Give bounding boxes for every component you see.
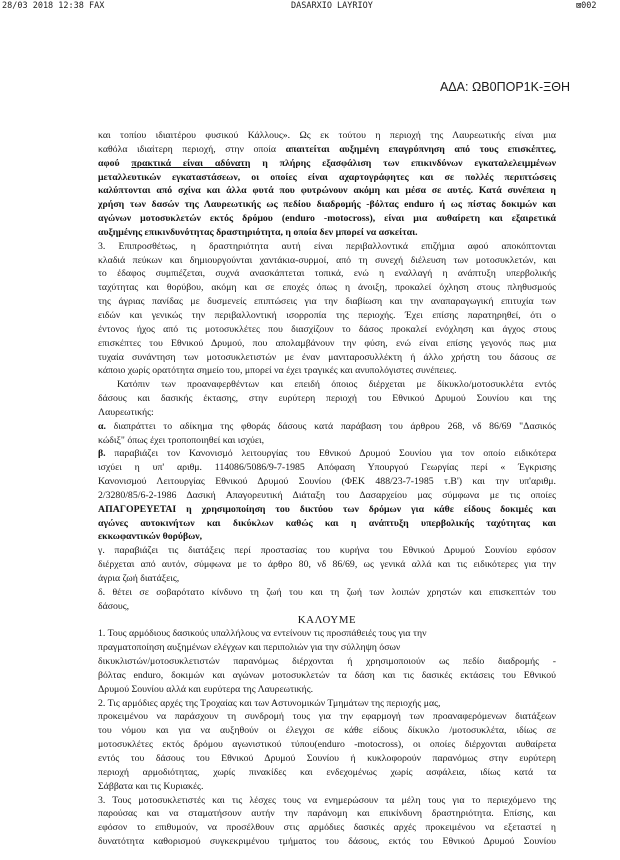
text-run: τυχαία συνάντηση των μοτοσυκλετιστών με έναν μανιταροσυλλέκτη ή άλλο χρήστη του δάσους σε bbox=[98, 351, 556, 363]
paragraph bbox=[98, 378, 556, 420]
text-run: το έδαφος συμπιέζεται, συχνά ανασκάπτεται τοπικά, ενώ η εναλλαγή η ανάπτυξη υπερβολικής bbox=[98, 268, 556, 280]
text-run: πραγματοποίηση αυξημένων ελέγχων και περιπολιών για την σύλληψη όσων bbox=[98, 642, 401, 654]
text-line bbox=[98, 461, 556, 475]
text-line bbox=[98, 503, 556, 517]
bold-text-run: πρακτικά είναι αδύνατη bbox=[131, 157, 251, 169]
text-run: έντονος ήχος από τις μοτοσυκλέτες που διασχίζουν το δάσος προκαλεί ενόχληση και άγχος στους bbox=[98, 323, 556, 335]
fax-page-number: ⊠002 bbox=[576, 1, 597, 11]
text-run: Σάββατα και τις Κυριακές. bbox=[98, 780, 204, 792]
text-run: δυνατότητα καθορισμού συγκεκριμένου τμήματος του δάσους, εκτός του Εθνικού Δρυμού Σουνίου bbox=[98, 836, 556, 848]
text-line bbox=[98, 184, 556, 198]
text-line bbox=[98, 420, 556, 434]
text-line bbox=[98, 544, 556, 558]
paragraph bbox=[98, 129, 556, 240]
text-line bbox=[98, 586, 556, 600]
text-line bbox=[98, 434, 556, 448]
text-line bbox=[98, 392, 556, 406]
text-line bbox=[98, 157, 556, 171]
text-run: 2/3280/85/6-2-1986 Δασική Απαγορευτική Διάταξη του Δασαρχείου μας σύμφωνα με τις οποίες bbox=[98, 489, 556, 501]
text-run: βόλτας enduro, δοκιμών και αγώνων μοτοσυκλετών τα δάση και τις δασικές εκτάσεις του Εθνικού bbox=[98, 669, 556, 681]
text-line bbox=[98, 530, 556, 544]
text-line bbox=[98, 655, 556, 669]
text-line bbox=[98, 724, 556, 738]
text-line bbox=[98, 198, 556, 212]
text-line bbox=[98, 337, 556, 351]
text-line bbox=[98, 447, 556, 461]
paragraph bbox=[98, 586, 556, 614]
text-line bbox=[98, 378, 556, 392]
text-line bbox=[98, 475, 556, 489]
bold-text-run: η πλήρης εξασφάλιση των επικινδύνων εγκαταλελειμμένων bbox=[250, 157, 556, 169]
text-line bbox=[98, 143, 556, 157]
text-line bbox=[98, 364, 556, 378]
text-line bbox=[98, 295, 556, 309]
text-run: περιοχή αρμοδιότητας, χωρίς πινακίδες και ενδεχομένως χωρίς ασφάλεια, ιδίως κατά τα bbox=[98, 766, 556, 778]
text-line bbox=[98, 697, 556, 711]
text-run: της άγριας πανίδας με δυσμενείς επιπτώσεις για την διαβίωση και την αναπαραγωγική επιτυχία των bbox=[98, 296, 556, 308]
text-run: 2. Τις αρμόδιες αρχές της Τροχαίας και των Αστυνομικών Τμημάτων της περιοχής μας, bbox=[98, 697, 441, 709]
paragraph bbox=[98, 697, 556, 794]
text-line bbox=[98, 794, 556, 808]
text-run: δάσους, bbox=[98, 600, 130, 612]
text-line bbox=[98, 821, 556, 835]
text-run: παρούσας και να σταματήσουν αυτήν την παράνομη και επικίνδυνη δραστηριότητα. Επίσης, και bbox=[98, 808, 556, 820]
text-run: 3. Επιπροσθέτως, η δραστηριότητα αυτή είναι περιβαλλοντικά επιζήμια αφού αποκόπτονται bbox=[98, 240, 556, 252]
bold-text-run: καλύπτονται από σχίνα και άλλα φυτά που φυτρώνουν ακόμη και μέσα σε αυτές. Κατά συνέπεια η bbox=[98, 185, 556, 197]
text-line bbox=[98, 641, 556, 655]
text-run: κάποιο χωρίς ορατότητα σημείο του, μπορεί να έχει τραγικές και ανυπολόγιστες συνέπειες. bbox=[98, 365, 457, 377]
text-run: Λαυρεωτικής: bbox=[98, 406, 154, 418]
text-line bbox=[98, 240, 556, 254]
text-run: δάσους και δασικής έκτασης, στην ευρύτερη περιοχή του Εθνικού Δρυμού Σουνίου και της bbox=[98, 393, 556, 405]
paragraph bbox=[98, 420, 556, 448]
text-line bbox=[98, 351, 556, 365]
text-line bbox=[98, 517, 556, 531]
text-line bbox=[98, 406, 556, 420]
text-run: ταχύτητας και θορύβου, ακόμη και σε εποχές όπως η άνοιξη, προκαλεί όχληση στους πληθυσμούς bbox=[98, 282, 556, 294]
text-run: εντός του δάσους του Εθνικού Δρυμού Σουνίου ή κυκλοφορούν παρανόμως στην ευρύτερη bbox=[98, 752, 556, 764]
text-line bbox=[98, 600, 556, 614]
bold-text-run: ΑΠΑΓΟΡΕΥΕΤΑΙ η χρησιμοποίηση του δικτύου των δρόμων για κάθε είδους δοκιμές και bbox=[98, 503, 556, 515]
paragraph bbox=[98, 544, 556, 586]
bold-text-run: αφού bbox=[98, 157, 132, 169]
text-run: δ. θέτει σε σοβαρότατο κίνδυνο τη ζωή του και τη ζωή των λοιπών χρηστών και επισκεπτών του bbox=[98, 586, 556, 598]
bold-text-run: χρήση των δασών της Λαυρεωτικής ως πεδίου διαδρομής -βόλτας enduro ή ως πίστας δοκιμών και bbox=[98, 199, 556, 211]
text-line bbox=[98, 129, 556, 143]
bold-text-run: αυξημένης επικινδυνότητας δραστηριότητα, η οποία δεν μπορεί να ασκείται. bbox=[98, 226, 418, 238]
bold-text-run: μεταλλευτικών εγκαταστάσεων, οι οποίες είναι αχαρτογράφητες και σε πολλές περιπτώσεις bbox=[98, 171, 556, 183]
text-run: καθόλα ιδιαίτερη περιοχή, στην οποία bbox=[98, 143, 286, 155]
bold-text-run: α. bbox=[98, 420, 106, 432]
text-run: ειδών και γενικώς την περιβαλλοντική ισορροπία της περιοχής. Έχει επίσης παρατηρηθεί, ότι ο bbox=[98, 309, 556, 321]
bold-text-run: β. bbox=[98, 448, 106, 460]
text-line bbox=[98, 171, 556, 185]
text-line bbox=[98, 212, 556, 226]
text-line bbox=[98, 254, 556, 268]
text-line bbox=[98, 627, 556, 641]
text-run: διαπράττει το αδίκημα της φθοράς δάσους κατά παράβαση του άρθρου 268, νδ 86/69 "Δασικός bbox=[105, 420, 556, 432]
text-run: 3. Τους μοτοσυκλετιστές και τις λέσχες τους να ενημερώσουν τα μέλη τους για το περιεχόμενο της bbox=[98, 794, 556, 806]
fax-sender: DASARXIO LAYRIOY bbox=[291, 1, 373, 11]
text-run: επισκέπτες του Εθνικού Δρυμού, που απολαμβάνουν την φύση, ενώ είναι επίσης γεγονός πως μια bbox=[98, 337, 556, 349]
text-line bbox=[98, 281, 556, 295]
text-run: άγρια ζωή διατάξεις, bbox=[98, 573, 180, 584]
text-run: Δρυμού Σουνίου αλλά και ευρύτερα της Λαυρεωτικής. bbox=[98, 683, 314, 695]
text-run: Κανονισμού Λειτουργίας Εθνικού Δρυμού Σουνίου (ΦΕΚ 488/23-7-1985 τ.Β') και την υπ'αριθμ. bbox=[98, 476, 556, 488]
fax-header bbox=[0, 1, 620, 14]
text-run: και τοπίου ιδιαιτέρου φυσικού Κάλλους». Ως εκ τούτου η περιοχή της Λαυρεωτικής είναι μια bbox=[98, 130, 556, 141]
text-run: παραβιάζει τον Κανονισμό λειτουργίας του Εθνικού Δρυμού Σουνίου για τον οποίο ειδικότερα bbox=[105, 448, 556, 460]
text-run: εφόσον το επιθυμούν, να προσέλθουν στις αρμόδιες δασικές αρχές προκειμένου να εξεταστεί η bbox=[98, 822, 556, 834]
text-line bbox=[98, 614, 556, 628]
text-line bbox=[98, 309, 556, 323]
text-line bbox=[98, 323, 556, 337]
bold-text-run: αγώνων μοτοσυκλετών εκτός δρόμου (enduro -motocross), είναι μια αυθαίρετη και εξαιρετικά bbox=[98, 213, 556, 225]
text-run: 1. Τους αρμόδιους δασικούς υπαλλήλους να εντείνουν τις προσπάθειές τους για την bbox=[98, 628, 427, 640]
text-run: διέρχεται από αυτόν, σύμφωνα με το άρθρο 80, νδ 86/69, ως γενικά αλλά και τις ειδικότερες για την bbox=[98, 559, 556, 571]
paragraph bbox=[98, 627, 556, 696]
text-run: προκειμένου να παράσχουν τη συνδρομή τους για την εφαρμογή των προαναφερόμενων διατάξεων bbox=[98, 711, 556, 723]
paragraph bbox=[98, 240, 556, 378]
text-line bbox=[98, 835, 556, 849]
ada-code: ΑΔΑ: ΩΒ0ΠΟΡ1Κ-ΞΘΗ bbox=[439, 80, 570, 94]
text-line bbox=[98, 710, 556, 724]
text-line bbox=[98, 752, 556, 766]
text-run: μοτοσυκλέτες εκτός δρόμου αγωνιστικού τύπου(enduro -motocross), οι οποίες διέρχονται αυθαίρετα bbox=[98, 739, 556, 751]
text-run: Κατόπιν των προαναφερθέντων και επειδή όποιος διέρχεται με δίκυκλο/μοτοσυκλέτα εντός bbox=[117, 379, 556, 391]
text-line bbox=[98, 738, 556, 752]
text-run: γ. παραβιάζει τις διατάξεις περί προστασίας του κυρήνα του Εθνικού Δρυμού Σουνίου εφόσον bbox=[98, 545, 556, 557]
bold-text-run: εκκωφαντικών θορύβων, bbox=[98, 531, 203, 543]
text-line bbox=[98, 669, 556, 683]
text-line bbox=[98, 226, 556, 240]
bold-text-run: απαιτείται αυξημένη επαγρύπνηση από τους επισκέπτες, bbox=[285, 143, 556, 155]
text-run: κλαδιά πεύκων και δημιουργούνται χαντάκια-συρμοί, από τη συνεχή διέλευση των μοτοσυκλετών, και bbox=[98, 254, 556, 266]
text-line bbox=[98, 766, 556, 780]
text-line bbox=[98, 267, 556, 281]
paragraph bbox=[98, 447, 556, 544]
text-line bbox=[98, 558, 556, 572]
text-run: κώδιξ" όπως έχει τροποποιηθεί και ισχύει, bbox=[98, 434, 265, 446]
text-line bbox=[98, 780, 556, 794]
text-run: ΚΑΛΟΥΜΕ bbox=[297, 613, 357, 626]
text-line bbox=[98, 683, 556, 697]
section-heading bbox=[98, 614, 556, 628]
bold-text-run: αγώνες αυτοκινήτων και δικύκλων καθώς και η ανάπτυξη υπερβολικής ταχύτητας και bbox=[98, 517, 556, 529]
text-line bbox=[98, 572, 556, 586]
text-run: δικυκλιστών/μοτοσυκλετιστών παρανόμως διέρχονται ή χρησιμοποιούν ως πεδίο διαδρομής - bbox=[98, 656, 556, 668]
paragraph bbox=[98, 794, 556, 849]
text-run: ισχύει η υπ' αριθμ. 114086/5086/9-7-1985 Απόφαση Υπουργού Γεωργίας περί « Έγκρισης bbox=[98, 462, 556, 474]
text-line bbox=[98, 807, 556, 821]
text-run: του νόμου και για να αυξηθούν οι έλεγχοι σε κάθε είδους δίκυκλο /μοτοσυκλέτα, ιδίως σε bbox=[98, 725, 556, 737]
text-line bbox=[98, 489, 556, 503]
document-body bbox=[98, 129, 556, 849]
fax-datetime: 28/03 2018 12:38 FAX bbox=[2, 1, 105, 11]
